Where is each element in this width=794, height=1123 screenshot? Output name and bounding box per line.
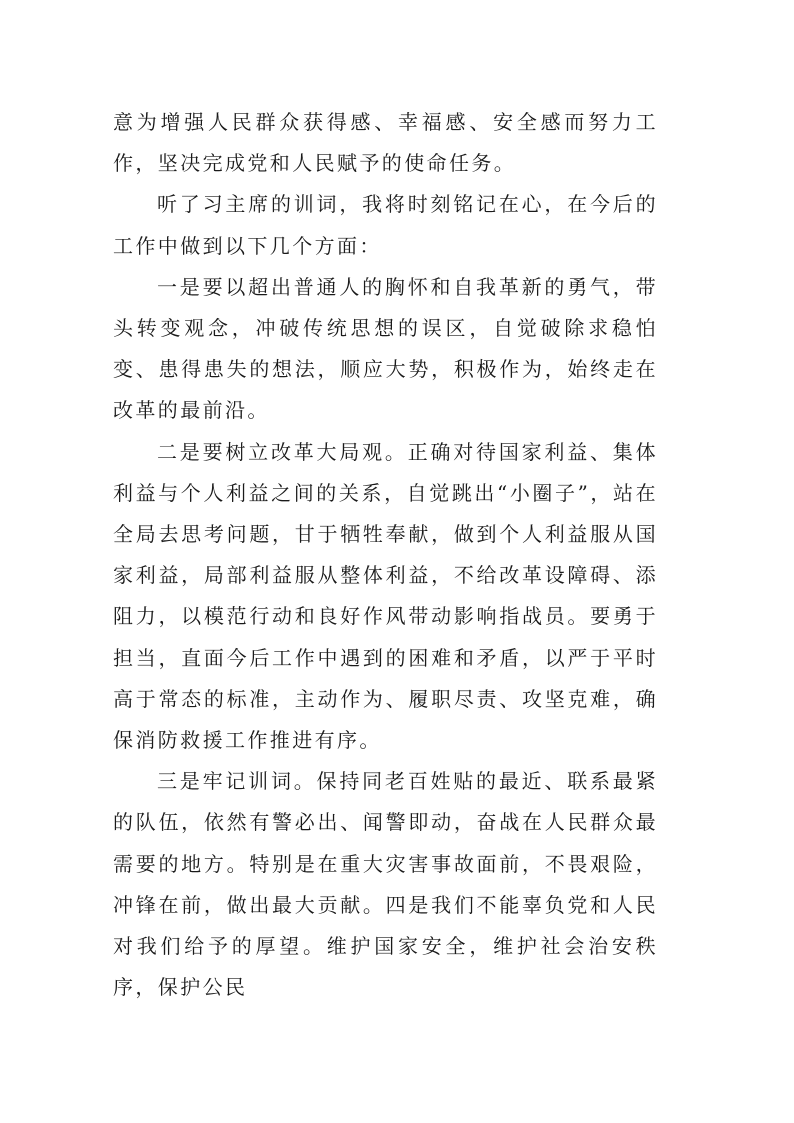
paragraph-continuation: 意为增强人民群众获得感、幸福感、安全感而努力工作，坚决完成党和人民赋予的使命任务。 bbox=[113, 110, 658, 176]
paragraph-point-one: 一是要以超出普通人的胸怀和自我革新的勇气，带头转变观念，冲破传统思想的误区，自觉破除求稳怕变、患得患失的想法，顺应大势，积极作为，始终走在改革的最前沿。 bbox=[113, 274, 658, 423]
paragraph-point-three-four: 三是牢记训词。保持同老百姓贴的最近、联系最紧的队伍，依然有警必出、闻警即动，奋战在人民群众最需要的地方。特别是在重大灾害事故面前，不畏艰险，冲锋在前，做出最大贡献。四是我们不能辜负党和人民对我们给予的厚望。维护国家安全，维护社会治安秩序，保护公民 bbox=[113, 769, 658, 1000]
paragraph-point-two: 二是要树立改革大局观。正确对待国家利益、集体利益与个人利益之间的关系，自觉跳出“小圈子”，站在全局去思考问题，甘于牺牲奉献，做到个人利益服从国家利益，局部利益服从整体利益，不给改革设障碍、添阻力，以模范行动和良好作风带动影响指战员。要勇于担当，直面今后工作中遇到的困难和矛盾，以严于平时高于常态的标准，主动作为、履职尽责、攻坚克难，确保消防救援工作推进有序。 bbox=[113, 439, 658, 753]
paragraph-intro: 听了习主席的训词，我将时刻铭记在心，在今后的工作中做到以下几个方面： bbox=[113, 192, 658, 258]
document-body bbox=[113, 102, 658, 1008]
